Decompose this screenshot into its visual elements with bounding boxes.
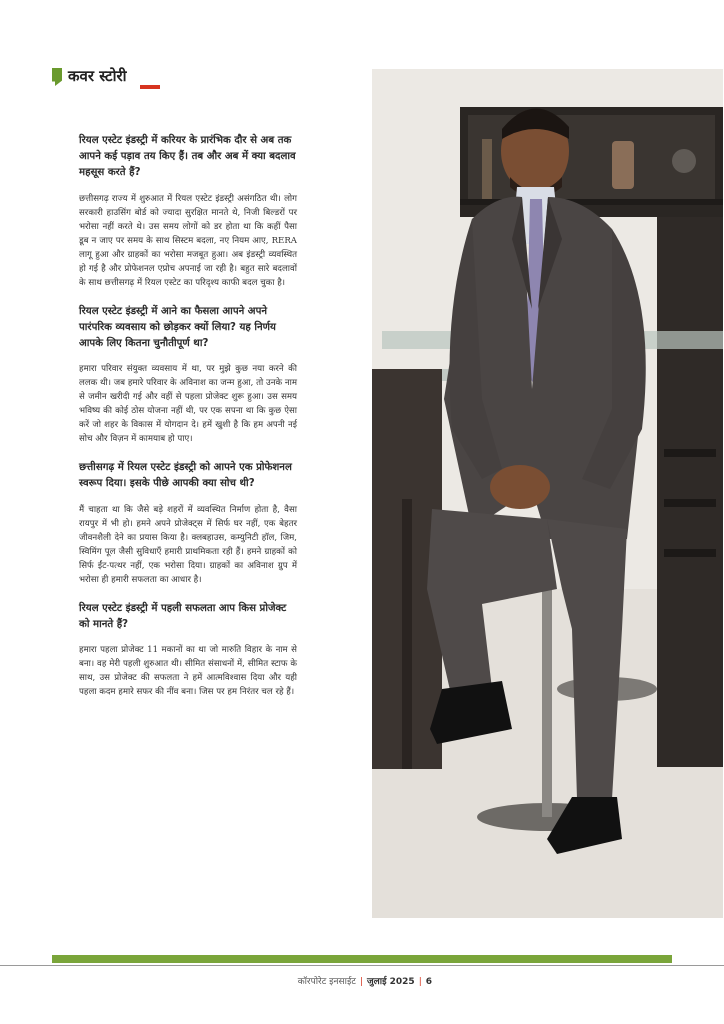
interview-article [79, 133, 297, 713]
portrait-photo [372, 69, 723, 918]
page-footer: कॉरपोरेट इनसाईट | जुलाई 2025 | 6 [297, 977, 432, 987]
question: रियल एस्टेट इंडस्ट्री में करियर के प्रारंभिक दौर से अब तक आपने कई पड़ाव तय किए हैं। तब और अब में क्या बदलाव महसूस करते हैं? [79, 135, 296, 179]
section-underline [140, 85, 160, 89]
portrait-illustration [372, 69, 723, 918]
section-marker-icon [52, 68, 62, 86]
qa-block [79, 460, 297, 586]
issue-date: जुलाई 2025 [366, 977, 415, 987]
answer: छत्तीसगढ़ राज्य में शुरुआत में रियल एस्टेट इंडस्ट्री असंगठित थी। लोग सरकारी हाउसिंग बोर्ड को ज्यादा सुरक्षित मानते थे, निजी बिल्डरों पर भरोसा नहीं करते थे। उस समय लोगों को डर होता था कि कहीं पैसा डूब न जाए पर समय के साथ सिस्टम बदला, नए नियम आए, RERA लागू हुआ और ग्राहकों का भरोसा मजबूत हुआ। अब इंडस्ट्री व्यवस्थित हो गई है और प्रोफेशनल एप्रोच अपनाई जा रही है। बहुत सारे बदलावों के साथ छत्तीसगढ़ में रियल एस्टेट का परिदृश्य काफी बदल चुका है। [79, 193, 297, 288]
question: रियल एस्टेट इंडस्ट्री में पहली सफलता आप किस प्रोजेक्ट को मानते हैं? [79, 602, 287, 630]
section-title: कवर स्टोरी [68, 67, 127, 85]
question: छत्तीसगढ़ में रियल एस्टेट इंडस्ट्री को आपने एक प्रोफेशनल स्वरूप दिया। इसके पीछे आपकी क्या सोच थी? [79, 462, 292, 490]
question: रियल एस्टेट इंडस्ट्री में आने का फैसला आपने अपने पारंपरिक व्यवसाय को छोड़कर क्यों लिया? यह निर्णय आपके लिए कितना चुनौतीपूर्ण था? [79, 305, 276, 350]
answer: मैं चाहता था कि जैसे बड़े शहरों में व्यवस्थित निर्माण होता है, वैसा रायपुर में भी हो। हमने अपने प्रोजेक्ट्स में सिर्फ घर नहीं, एक बेहतर जीवनशैली देने का प्रयास किया है। क्लबहाउस, कम्युनिटी हॉल, जिम, स्विमिंग पूल जैसी सुविधाएँ हमारी प्राथमिकता रही हैं। हमने ग्राहकों को सिर्फ ईंट-पत्थर नहीं, एक भरोसा दिया। ग्राहकों का अविनाश ग्रुप में भरोसा ही हमारी सफलता का आधार है। [79, 504, 297, 585]
qa-block [79, 304, 297, 447]
publication-name: कॉरपोरेट इनसाईट [297, 977, 356, 987]
footer-divider [0, 965, 724, 966]
answer: हमारा पहला प्रोजेक्ट 11 मकानों का था जो मारुति विहार के नाम से बना। वह मेरी पहली शुरुआत थी। सीमित संसाधनों में, सीमित स्टाफ के साथ, उस प्रोजेक्ट की सफलता ने हमें आत्मविश्वास दिया और यही पहला कदम हमारे सफर की नींव बना। जिस पर हम निरंतर चल रहे हैं। [79, 645, 297, 698]
footer-green-bar [52, 955, 672, 963]
answer: हमारा परिवार संयुक्त व्यवसाय में था, पर मुझे कुछ नया करने की ललक थी। जब हमारे परिवार के अविनाश का जन्म हुआ, तो उनके नाम से जमीन खरीदी गई और वहीं से पहला प्रोजेक्ट शुरू हुआ। उस समय भविष्य की कोई ठोस योजना नहीं थी, पर एक सपना था कि कुछ ऐसा करें जो शहर के विकास में योगदान दे। हमें खुशी है कि हम अपनी नई सोच और विज़न में कामयाब हो पाए। [79, 364, 297, 445]
section-header [52, 66, 162, 92]
qa-block [79, 601, 297, 699]
page-number: 6 [425, 977, 432, 987]
qa-block [79, 133, 297, 290]
